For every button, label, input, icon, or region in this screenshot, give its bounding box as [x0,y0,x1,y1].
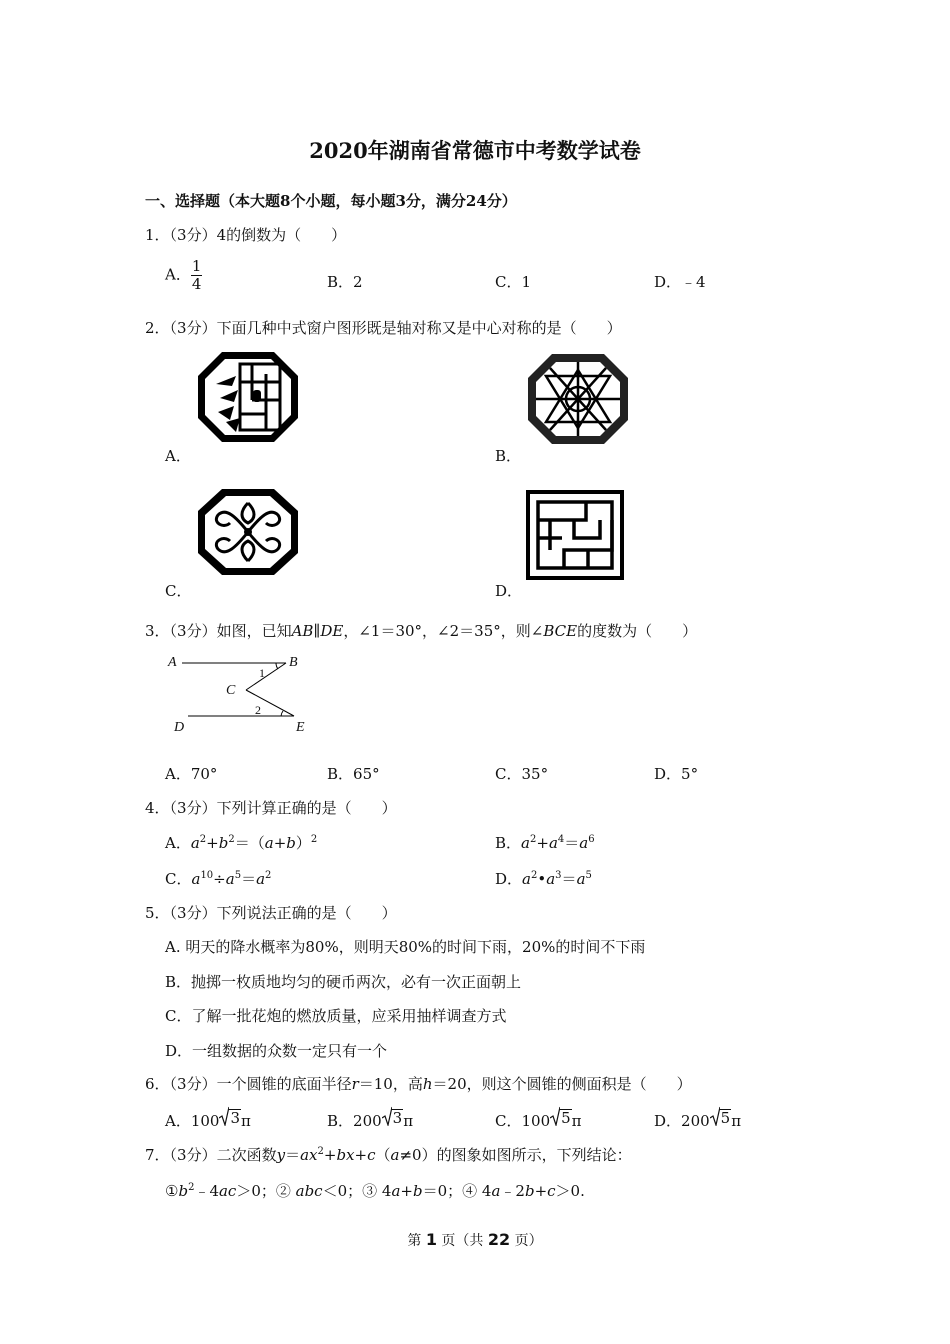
sqrt-symbol [219,1106,241,1126]
parallel-lines-figure [166,650,316,740]
question-1-option-c: C．1 [495,273,532,291]
footer-mid: 页（共 [436,1233,488,1249]
option-label: B． [495,834,522,852]
question-7-stem-pre: 7．（3分）二次函数 [145,1146,277,1164]
question-2-option-d: D． [495,582,523,600]
section-heading: 一、选择题（本大题8个小题，每小题3分，满分24分） [145,192,517,210]
question-5-option-b: B．抛掷一枚质地均匀的硬币两次，必有一次正面朝上 [165,973,522,991]
question-4-stem: 4．（3分）下列计算正确的是（ ） [145,799,397,817]
option-label: A． [165,834,191,852]
question-1-option-a [165,258,202,293]
total-pages: 22 [487,1230,511,1249]
question-3-option-d: D．5° [654,765,699,783]
option-label: C． [165,870,192,888]
question-6-option-a [165,1106,251,1131]
angle-bce: BCE [543,622,578,640]
question-7-stem: 7．（3分）二次函数$y=ax^2+bx+c(a\ne 0)$的图象如图所示，下列结论： [145,1146,632,1164]
coefficient: 200 [353,1112,382,1130]
fraction-denominator: 4 [191,275,202,293]
footer-post: 页） [510,1233,543,1249]
fraction-numerator: 1 [191,257,202,275]
question-3-stem-pre: 3．（3分）如图，已知 [145,622,292,640]
question-6-stem-mid: ＝10，高 [358,1075,423,1093]
footer-pre: 第 [407,1233,426,1249]
option-label: B． [327,1112,354,1130]
question-5-option-a: A. 明天的降水概率为80%，则明天80%的时间下雨，20%的时间不下雨 [165,938,646,956]
label-c: C [226,683,236,698]
window-b-figure [526,352,630,446]
angle-1-label: 1 [259,666,265,680]
fraction [191,258,203,293]
label-b: B [289,655,298,670]
question-6-stem-post: ＝20，则这个圆锥的侧面积是（ ） [432,1075,692,1093]
ab-parallel-de: AB∥DE [291,622,344,640]
pi-symbol: π [241,1112,251,1130]
page-footer [0,1230,950,1250]
label-e: E [296,720,305,735]
question-4-option-c: C．$a^{10}\div a^5=a^2$ [165,870,272,888]
question-7-conclusions: $①b^2﹣4ac>0$；② abc＜0；③ 4a+b＝0；④ 4a﹣2b+c＞0. [165,1182,585,1200]
coefficient: 100 [190,1112,220,1130]
radicand: 3 [392,1109,403,1127]
label-d: D [174,720,185,735]
question-4-option-d: D．$a^2•a^3=a^5$ [495,870,592,888]
window-a-figure [196,350,300,444]
question-1-option-d: D．﹣4 [654,273,706,291]
question-6-option-d [654,1106,741,1131]
question-3-option-b: B．65° [327,765,380,783]
sqrt-symbol [710,1106,732,1126]
coefficient: 200 [681,1112,710,1130]
question-1-option-b: B．2 [327,273,363,291]
question-5-stem: 5．（3分）下列说法正确的是（ ） [145,904,397,922]
radicand: 5 [561,1109,571,1127]
question-6-stem [145,1073,692,1094]
question-4-option-a: A．$a^2+b^2=(a+b)^2$ [165,834,318,852]
question-5-option-d: D．一组数据的众数一定只有一个 [165,1042,388,1060]
current-page: 1 [425,1230,437,1249]
pi-symbol: π [731,1112,742,1130]
question-5-option-c: C．了解一批花炮的燃放质量，应采用抽样调查方式 [165,1007,507,1025]
radicand: 3 [230,1109,241,1127]
question-1-stem: 1．（3分）4的倒数为（ ） [145,226,347,244]
question-2-stem: 2．（3分）下面几种中式窗户图形既是轴对称又是中心对称的是（ ） [145,319,622,337]
question-7-stem-post: 的图象如图所示，下列结论： [436,1146,632,1164]
pi-symbol: π [403,1112,414,1130]
question-4-option-b: B．$a^2+a^4=a^6$ [495,834,595,852]
question-3-option-a: A．70° [165,765,218,783]
question-3-option-c: C．35° [495,765,549,783]
angle-2-label: 2 [255,703,261,717]
window-c-figure [196,487,300,577]
question-2-option-b: B． [495,447,522,465]
label-a: A [168,655,177,670]
sqrt-symbol [550,1106,572,1126]
coefficient: 100 [521,1112,551,1130]
option-label: A． [165,265,191,284]
sqrt-symbol [382,1106,404,1126]
option-label: A． [165,1112,191,1130]
page-title: 2020年湖南省常德市中考数学试卷 [309,138,641,163]
pi-symbol: π [571,1112,582,1130]
question-6-option-c [495,1106,582,1131]
option-label: D． [495,870,523,888]
question-2-option-a: A． [165,447,191,465]
var-r: r [351,1075,359,1093]
question-2-option-c: C． [165,582,192,600]
circled-1: ① [165,1182,179,1200]
var-h: h [422,1075,433,1093]
question-3-stem-post: 的度数为（ ） [577,622,698,640]
option-label: C． [495,1112,522,1130]
question-3-stem-mid: ，∠1＝30°，∠2＝35°，则∠ [343,622,544,640]
question-3-stem [145,620,697,641]
question-6-option-b [327,1106,413,1131]
question-6-stem-pre: 6．（3分）一个圆锥的底面半径 [145,1075,352,1093]
window-d-figure [526,490,624,580]
radicand: 5 [720,1109,731,1127]
option-label: D． [654,1112,682,1130]
